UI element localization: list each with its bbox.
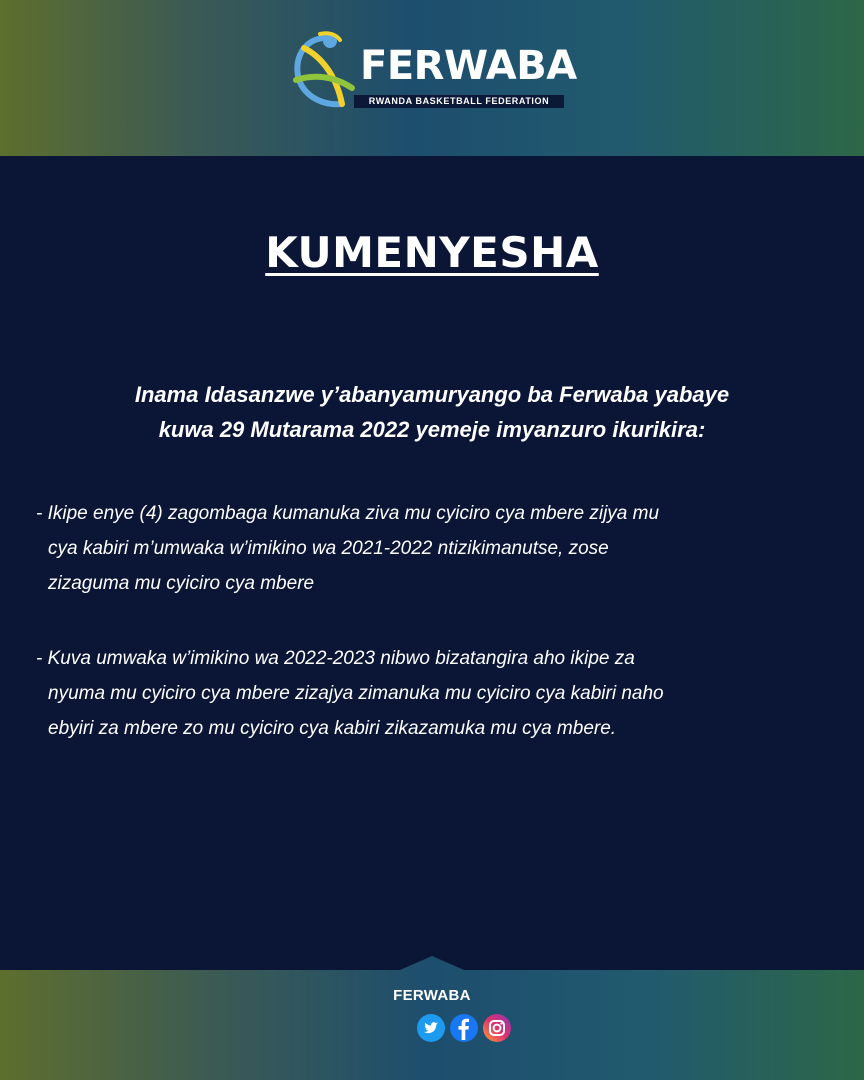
header-banner: [0, 0, 864, 156]
page-title-text: KUMENYESHA: [265, 228, 599, 277]
point-line: - Ikipe enye (4) zagombaga kumanuka ziva mu cyiciro cya mbere zijya mu: [36, 503, 660, 524]
instagram-icon[interactable]: [483, 1014, 511, 1042]
twitter-icon[interactable]: [417, 1014, 445, 1042]
intro-statement: [40, 377, 824, 447]
intro-line: kuwa 29 Mutarama 2022 yemeje imyanzuro ikurikira:: [158, 417, 706, 442]
ferwaba-logo: [290, 30, 577, 112]
resolution-point-2: [36, 641, 848, 746]
point-line: cya kabiri m’umwaka w’imikino wa 2021-2022 ntizikimanutse, zose: [48, 538, 609, 559]
facebook-icon[interactable]: [450, 1014, 478, 1042]
point-line: ebyiri za mbere zo mu cyiciro cya kabiri zikazamuka mu cya mbere.: [48, 718, 617, 739]
basketball-logo-icon: [290, 30, 364, 112]
logo-wordmark: FERWABA: [360, 43, 577, 89]
point-line: nyuma mu cyiciro cya mbere zizajya zimanuka mu cyiciro cya kabiri naho: [48, 683, 664, 704]
page-title: [0, 228, 864, 278]
point-line: - Kuva umwaka w’imikino wa 2022-2023 nibwo bizatangira aho ikipe za: [36, 648, 635, 669]
footer-label: FERWABA: [393, 987, 471, 1004]
intro-line: Inama Idasanzwe y’abanyamuryango ba Ferwaba yabaye: [134, 382, 730, 407]
resolution-point-1: [36, 496, 848, 601]
logo-tagline: RWANDA BASKETBALL FEDERATION: [354, 95, 564, 108]
point-line: zizaguma mu cyiciro cya mbere: [48, 573, 315, 594]
social-links: [417, 1014, 513, 1042]
